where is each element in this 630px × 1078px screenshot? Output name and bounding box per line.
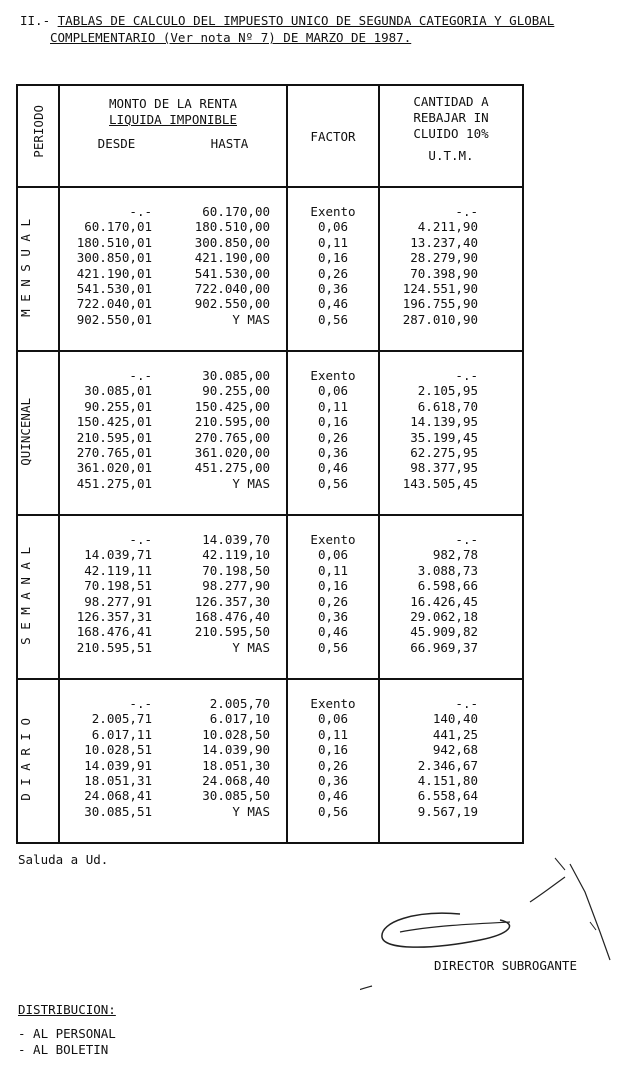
cantidad-value: 62.275,95 <box>410 445 478 461</box>
table-section-row <box>17 187 523 351</box>
cantidad-value: 16.426,45 <box>410 593 478 609</box>
header-unit: U.T.M. <box>428 148 474 163</box>
desde-value: 18.051,31 <box>84 773 152 789</box>
desde-value: 70.198,51 <box>84 578 152 594</box>
table-section-row <box>17 679 523 843</box>
hasta-value: 126.357,30 <box>194 593 270 609</box>
range-line <box>60 773 286 788</box>
cantidad-value: 13.237,40 <box>410 234 478 250</box>
factor-value: 0,16 <box>317 250 349 266</box>
hasta-value: 14.039,70 <box>202 532 270 547</box>
hasta-value: 210.595,50 <box>194 624 270 640</box>
factor-value: 0,46 <box>317 296 349 312</box>
hasta-value: 30.085,00 <box>202 368 270 383</box>
cantidad-value: 4.211,90 <box>417 219 478 235</box>
range-line <box>60 594 286 609</box>
cantidad-value: 2.105,95 <box>417 383 478 399</box>
factor-value: 0,56 <box>317 639 349 655</box>
distribution-title: DISTRIBUCION: <box>18 1002 116 1017</box>
desde-value: -.- <box>129 368 152 383</box>
hasta-value: 70.198,50 <box>202 562 270 578</box>
desde-value: -.- <box>129 696 152 711</box>
factor-value: 0,06 <box>317 711 349 727</box>
desde-value: 168.476,41 <box>76 624 152 640</box>
range-line <box>60 383 286 398</box>
heading-title-line-2: COMPLEMENTARIO (Ver nota Nº 7) DE MARZO DE 1987. <box>50 30 412 45</box>
factor-cell <box>287 679 379 843</box>
cantidad-value: 6.618,70 <box>417 398 478 414</box>
hasta-value: Y MAS <box>232 639 270 655</box>
range-cell <box>59 515 287 679</box>
header-cantidad-cell <box>379 85 523 187</box>
header-desde: DESDE <box>97 136 136 151</box>
range-line <box>60 563 286 578</box>
hasta-value: Y MAS <box>232 311 270 327</box>
table-section-row <box>17 515 523 679</box>
header-periodo-cell <box>17 85 59 187</box>
hasta-value: 541.530,00 <box>194 265 270 281</box>
hasta-value: 421.190,00 <box>194 250 270 266</box>
cantidad-value: -.- <box>455 532 478 547</box>
factor-value: 0,11 <box>317 726 349 742</box>
desde-value: 451.275,01 <box>76 475 152 491</box>
desde-value: 722.040,01 <box>76 296 152 312</box>
cantidad-value: 942,68 <box>432 742 478 758</box>
distribution-item: - AL BOLETIN <box>18 1042 109 1057</box>
document-heading <box>20 12 610 46</box>
cantidad-value: -.- <box>455 204 478 219</box>
header-monto-line-1: MONTO DE LA RENTA <box>109 96 237 111</box>
factor-value: 0,36 <box>317 281 349 297</box>
factor-value: 0,56 <box>317 803 349 819</box>
cantidad-value: 14.139,95 <box>410 414 478 430</box>
period-cell <box>17 187 59 351</box>
hasta-value: 90.255,00 <box>202 383 270 399</box>
range-line <box>60 742 286 757</box>
range-line <box>60 445 286 460</box>
header-monto-cell <box>59 85 287 187</box>
range-line <box>60 312 286 327</box>
header-hasta: HASTA <box>210 136 249 151</box>
desde-value: 126.357,31 <box>76 609 152 625</box>
hasta-value: 210.595,00 <box>194 414 270 430</box>
cantidad-value: 66.969,37 <box>410 639 478 655</box>
closing-text: Saluda a Ud. <box>18 852 109 867</box>
range-line <box>60 414 286 429</box>
desde-value: 14.039,91 <box>84 757 152 773</box>
hasta-value: 98.277,90 <box>202 578 270 594</box>
factor-value: 0,16 <box>317 578 349 594</box>
range-line <box>60 640 286 655</box>
hasta-value: 168.476,40 <box>194 609 270 625</box>
desde-value: 210.595,01 <box>76 429 152 445</box>
hasta-value: 270.765,00 <box>194 429 270 445</box>
factor-value: Exento <box>310 532 356 547</box>
range-line <box>60 296 286 311</box>
range-line <box>60 250 286 265</box>
heading-title-line-1: TABLAS DE CALCULO DEL IMPUESTO UNICO DE SEGUNDA CATEGORIA Y GLOBAL <box>57 13 555 28</box>
desde-value: 98.277,91 <box>84 593 152 609</box>
hasta-value: Y MAS <box>232 803 270 819</box>
range-line <box>60 430 286 445</box>
cantidad-cell <box>379 351 523 515</box>
cantidad-value: 45.909,82 <box>410 624 478 640</box>
header-factor-cell <box>287 85 379 187</box>
desde-value: 902.550,01 <box>76 311 152 327</box>
range-line <box>60 460 286 475</box>
factor-value: 0,46 <box>317 460 349 476</box>
desde-value: 6.017,11 <box>91 726 152 742</box>
hasta-value: 30.085,50 <box>202 788 270 804</box>
factor-value: Exento <box>310 696 356 711</box>
factor-value: 0,26 <box>317 265 349 281</box>
range-line <box>60 624 286 639</box>
factor-value: 0,11 <box>317 562 349 578</box>
hasta-value: 451.275,00 <box>194 460 270 476</box>
range-line <box>60 399 286 414</box>
desde-value: -.- <box>129 204 152 219</box>
hasta-value: 14.039,90 <box>202 742 270 758</box>
desde-value: 180.510,01 <box>76 234 152 250</box>
cantidad-value: 6.598,66 <box>417 578 478 594</box>
heading-line-1 <box>20 12 610 29</box>
factor-value: 0,46 <box>317 624 349 640</box>
cantidad-value: 6.558,64 <box>417 788 478 804</box>
period-cell <box>17 351 59 515</box>
hasta-value: 150.425,00 <box>194 398 270 414</box>
range-line <box>60 609 286 624</box>
hasta-value: 2.005,70 <box>209 696 270 711</box>
hasta-value: 6.017,10 <box>209 711 270 727</box>
desde-value: -.- <box>129 532 152 547</box>
hasta-value: 722.040,00 <box>194 281 270 297</box>
signatory-title: DIRECTOR SUBROGANTE <box>434 958 577 973</box>
desde-value: 42.119,11 <box>84 562 152 578</box>
factor-value: 0,36 <box>317 773 349 789</box>
range-line <box>60 219 286 234</box>
header-periodo: PERIODO <box>30 104 46 158</box>
cantidad-value: 196.755,90 <box>402 296 478 312</box>
desde-value: 60.170,01 <box>84 219 152 235</box>
cantidad-value: 29.062,18 <box>410 609 478 625</box>
heading-line-2 <box>20 29 610 46</box>
desde-value: 30.085,01 <box>84 383 152 399</box>
desde-value: 300.850,01 <box>76 250 152 266</box>
range-line <box>60 788 286 803</box>
range-line <box>60 532 286 547</box>
cantidad-value: 70.398,90 <box>410 265 478 281</box>
cantidad-value: 35.199,45 <box>410 429 478 445</box>
factor-value: 0,56 <box>317 475 349 491</box>
range-line <box>60 547 286 562</box>
cantidad-value: -.- <box>455 696 478 711</box>
cantidad-cell <box>379 187 523 351</box>
factor-value: Exento <box>310 204 356 219</box>
factor-value: 0,26 <box>317 429 349 445</box>
factor-value: 0,06 <box>317 219 349 235</box>
signature-image <box>360 852 620 1002</box>
factor-value: 0,36 <box>317 609 349 625</box>
range-line <box>60 804 286 819</box>
factor-value: 0,26 <box>317 757 349 773</box>
desde-value: 2.005,71 <box>91 711 152 727</box>
cantidad-value: 140,40 <box>432 711 478 727</box>
factor-value: 0,06 <box>317 383 349 399</box>
cantidad-cell <box>379 515 523 679</box>
cantidad-value: 28.279,90 <box>410 250 478 266</box>
period-label: D I A R I O <box>18 718 33 801</box>
range-cell <box>59 187 287 351</box>
cantidad-value: 287.010,90 <box>402 311 478 327</box>
range-line <box>60 235 286 250</box>
factor-cell <box>287 351 379 515</box>
cantidad-cell <box>379 679 523 843</box>
desde-value: 361.020,01 <box>76 460 152 476</box>
range-line <box>60 727 286 742</box>
desde-value: 24.068,41 <box>84 788 152 804</box>
range-line <box>60 281 286 296</box>
range-line <box>60 696 286 711</box>
cantidad-value: 3.088,73 <box>417 562 478 578</box>
factor-cell <box>287 187 379 351</box>
factor-value: 0,56 <box>317 311 349 327</box>
desde-value: 14.039,71 <box>84 547 152 563</box>
period-cell <box>17 515 59 679</box>
factor-value: 0,26 <box>317 593 349 609</box>
hasta-value: 361.020,00 <box>194 445 270 461</box>
cantidad-value: 441,25 <box>432 726 478 742</box>
desde-value: 30.085,51 <box>84 803 152 819</box>
desde-value: 90.255,01 <box>84 398 152 414</box>
range-line <box>60 368 286 383</box>
cantidad-value: 982,78 <box>432 547 478 563</box>
range-cell <box>59 679 287 843</box>
cantidad-value: 4.151,80 <box>417 773 478 789</box>
range-line <box>60 758 286 773</box>
desde-value: 421.190,01 <box>76 265 152 281</box>
header-cantidad-line-3: CLUIDO 10% <box>413 126 489 141</box>
desde-value: 541.530,01 <box>76 281 152 297</box>
hasta-value: 10.028,50 <box>202 726 270 742</box>
period-cell <box>17 679 59 843</box>
hasta-value: 18.051,30 <box>202 757 270 773</box>
desde-value: 210.595,51 <box>76 639 152 655</box>
range-line <box>60 476 286 491</box>
cantidad-value: 124.551,90 <box>402 281 478 297</box>
heading-prefix: II.- <box>20 13 58 28</box>
range-line <box>60 578 286 593</box>
cantidad-value: -.- <box>455 368 478 383</box>
range-cell <box>59 351 287 515</box>
factor-value: Exento <box>310 368 356 383</box>
hasta-value: 902.550,00 <box>194 296 270 312</box>
factor-value: 0,16 <box>317 414 349 430</box>
distribution-item: - AL PERSONAL <box>18 1026 116 1041</box>
range-line <box>60 711 286 726</box>
factor-value: 0,36 <box>317 445 349 461</box>
desde-value: 150.425,01 <box>76 414 152 430</box>
table-section-row <box>17 351 523 515</box>
hasta-value: 300.850,00 <box>194 234 270 250</box>
header-factor: FACTOR <box>310 128 356 144</box>
factor-value: 0,11 <box>317 398 349 414</box>
header-cantidad-line-2: REBAJAR IN <box>413 110 489 125</box>
header-monto-line-2: LIQUIDA IMPONIBLE <box>109 112 237 127</box>
hasta-value: Y MAS <box>232 475 270 491</box>
period-label: M E N S U A L <box>18 218 33 317</box>
cantidad-value: 98.377,95 <box>410 460 478 476</box>
factor-value: 0,06 <box>317 547 349 563</box>
tax-table <box>16 84 524 844</box>
desde-value: 270.765,01 <box>76 445 152 461</box>
hasta-value: 180.510,00 <box>194 219 270 235</box>
desde-value: 10.028,51 <box>84 742 152 758</box>
cantidad-value: 143.505,45 <box>402 475 478 491</box>
range-line <box>60 204 286 219</box>
period-label: QUINCENAL <box>18 397 33 466</box>
cantidad-value: 9.567,19 <box>417 803 478 819</box>
hasta-value: 60.170,00 <box>202 204 270 219</box>
hasta-value: 42.119,10 <box>202 547 270 563</box>
factor-value: 0,11 <box>317 234 349 250</box>
factor-value: 0,46 <box>317 788 349 804</box>
hasta-value: 24.068,40 <box>202 773 270 789</box>
factor-value: 0,16 <box>317 742 349 758</box>
period-label: S E M A N A L <box>18 546 33 645</box>
table-header-row <box>17 85 523 187</box>
factor-cell <box>287 515 379 679</box>
distribution-block <box>18 1002 116 1058</box>
range-line <box>60 266 286 281</box>
header-cantidad-line-1: CANTIDAD A <box>413 94 489 109</box>
cantidad-value: 2.346,67 <box>417 757 478 773</box>
